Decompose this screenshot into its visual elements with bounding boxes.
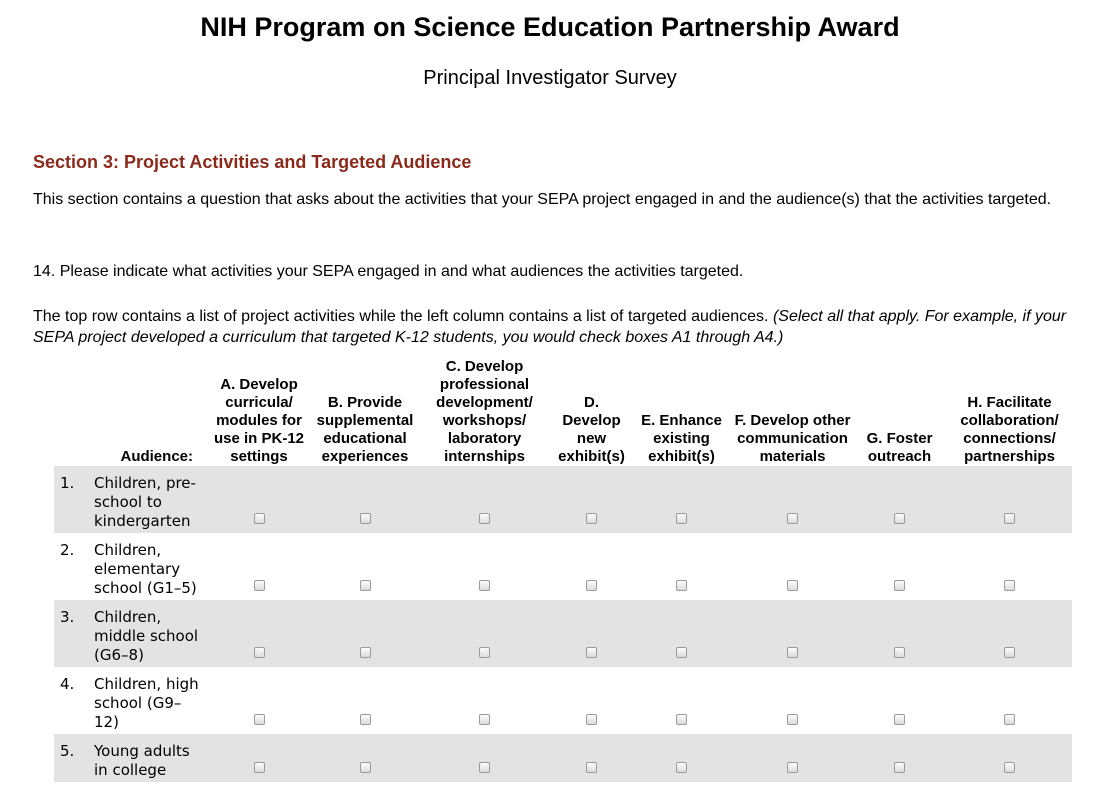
checkbox-cell (314, 734, 416, 782)
grid-header-row (54, 354, 1072, 466)
column-header-b: B. Provide supplemental educational experiences (316, 394, 414, 465)
column-header-d: D. Develop new exhibit(s) (558, 394, 625, 465)
checkbox-d4[interactable] (586, 714, 597, 725)
checkbox-cell (204, 734, 314, 782)
checkbox-b1[interactable] (360, 513, 371, 524)
checkbox-cell (204, 533, 314, 600)
checkbox-d1[interactable] (586, 513, 597, 524)
checkbox-cell (553, 667, 630, 734)
checkbox-f3[interactable] (787, 647, 798, 658)
checkbox-a3[interactable] (254, 647, 265, 658)
checkbox-cell (553, 734, 630, 782)
page-subtitle: Principal Investigator Survey (423, 67, 677, 89)
checkbox-a2[interactable] (254, 580, 265, 591)
checkbox-cell (733, 533, 852, 600)
checkbox-h3[interactable] (1004, 647, 1015, 658)
row-number: 4. (60, 675, 75, 693)
activity-audience-grid (54, 354, 1072, 782)
checkbox-h2[interactable] (1004, 580, 1015, 591)
checkbox-cell (630, 466, 733, 533)
checkbox-cell (852, 533, 947, 600)
checkbox-cell (630, 600, 733, 667)
audience-label: Children, high school (G9–12) (94, 675, 199, 731)
checkbox-e1[interactable] (676, 513, 687, 524)
checkbox-cell (314, 667, 416, 734)
checkbox-h1[interactable] (1004, 513, 1015, 524)
checkbox-cell (852, 600, 947, 667)
section-intro: This section contains a question that asks about the activities that your SEPA project engaged in and the audience(s) that the activities targeted. (33, 191, 1052, 208)
row-number: 5. (60, 742, 75, 760)
checkbox-c5[interactable] (479, 762, 490, 773)
checkbox-g1[interactable] (894, 513, 905, 524)
checkbox-cell (416, 466, 553, 533)
checkbox-cell (416, 600, 553, 667)
checkbox-e5[interactable] (676, 762, 687, 773)
checkbox-cell (733, 667, 852, 734)
column-header-g: G. Foster outreach (866, 430, 933, 465)
checkbox-g3[interactable] (894, 647, 905, 658)
checkbox-h4[interactable] (1004, 714, 1015, 725)
checkbox-b4[interactable] (360, 714, 371, 725)
checkbox-cell (733, 466, 852, 533)
grid-row (54, 734, 1072, 782)
checkbox-cell (947, 533, 1072, 600)
question-text: 14. Please indicate what activities your SEPA engaged in and what audiences the activities targeted. (33, 263, 744, 280)
checkbox-b2[interactable] (360, 580, 371, 591)
column-header-h: H. Facilitate collaboration/ connections/ partnerships (960, 394, 1059, 465)
checkbox-cell (553, 533, 630, 600)
checkbox-cell (947, 667, 1072, 734)
audience-label: Children, middle school (G6–8) (94, 608, 199, 664)
checkbox-f2[interactable] (787, 580, 798, 591)
checkbox-cell (852, 667, 947, 734)
column-header-c: C. Develop professional development/ workshops/ laboratory internships (436, 358, 533, 465)
checkbox-d5[interactable] (586, 762, 597, 773)
checkbox-cell (416, 667, 553, 734)
checkbox-cell (852, 466, 947, 533)
checkbox-c2[interactable] (479, 580, 490, 591)
checkbox-c4[interactable] (479, 714, 490, 725)
audience-label: Young adults in college (94, 742, 190, 779)
checkbox-cell (314, 533, 416, 600)
column-header-a: A. Develop curricula/ modules for use in PK-12 settings (213, 376, 305, 465)
checkbox-g5[interactable] (894, 762, 905, 773)
page-title: NIH Program on Science Education Partnership Award (200, 12, 900, 42)
grid-row (54, 600, 1072, 667)
checkbox-cell (553, 600, 630, 667)
checkbox-h5[interactable] (1004, 762, 1015, 773)
checkbox-cell (630, 533, 733, 600)
checkbox-cell (416, 734, 553, 782)
checkbox-c3[interactable] (479, 647, 490, 658)
checkbox-cell (733, 734, 852, 782)
checkbox-e3[interactable] (676, 647, 687, 658)
checkbox-a5[interactable] (254, 762, 265, 773)
checkbox-f4[interactable] (787, 714, 798, 725)
checkbox-cell (733, 600, 852, 667)
checkbox-e2[interactable] (676, 580, 687, 591)
checkbox-cell (204, 600, 314, 667)
grid-body (54, 466, 1072, 782)
checkbox-cell (852, 734, 947, 782)
column-header-f: F. Develop other communication materials (734, 412, 851, 465)
checkbox-c1[interactable] (479, 513, 490, 524)
checkbox-a4[interactable] (254, 714, 265, 725)
checkbox-cell (314, 466, 416, 533)
grid-row (54, 533, 1072, 600)
instruction-plain: The top row contains a list of project activities while the left column contains a list of targeted audiences. (33, 308, 769, 325)
audience-column-header: Audience: (120, 448, 193, 465)
instruction-italic: (Select all that apply. For example, if your SEPA project developed a curriculum that targeted K-12 students, you would check boxes A1 through A4.) (33, 308, 1067, 346)
checkbox-cell (314, 600, 416, 667)
checkbox-g2[interactable] (894, 580, 905, 591)
checkbox-d2[interactable] (586, 580, 597, 591)
checkbox-d3[interactable] (586, 647, 597, 658)
checkbox-b3[interactable] (360, 647, 371, 658)
checkbox-cell (204, 466, 314, 533)
question-instruction (33, 306, 1083, 348)
section-heading: Section 3: Project Activities and Targeted Audience (33, 152, 472, 172)
checkbox-cell (416, 533, 553, 600)
checkbox-cell (947, 466, 1072, 533)
audience-label: Children, elementary school (G1–5) (94, 541, 197, 597)
grid-row (54, 667, 1072, 734)
checkbox-b5[interactable] (360, 762, 371, 773)
checkbox-f1[interactable] (787, 513, 798, 524)
checkbox-e4[interactable] (676, 714, 687, 725)
checkbox-cell (630, 734, 733, 782)
audience-label: Children, pre-school to kindergarten (94, 474, 196, 530)
row-number: 3. (60, 608, 75, 626)
checkbox-cell (947, 600, 1072, 667)
column-header-e: E. Enhance existing exhibit(s) (641, 412, 722, 465)
checkbox-cell (947, 734, 1072, 782)
row-number: 2. (60, 541, 75, 559)
checkbox-g4[interactable] (894, 714, 905, 725)
checkbox-cell (204, 667, 314, 734)
grid-row (54, 466, 1072, 533)
row-number: 1. (60, 474, 75, 492)
checkbox-cell (553, 466, 630, 533)
checkbox-a1[interactable] (254, 513, 265, 524)
checkbox-cell (630, 667, 733, 734)
checkbox-f5[interactable] (787, 762, 798, 773)
